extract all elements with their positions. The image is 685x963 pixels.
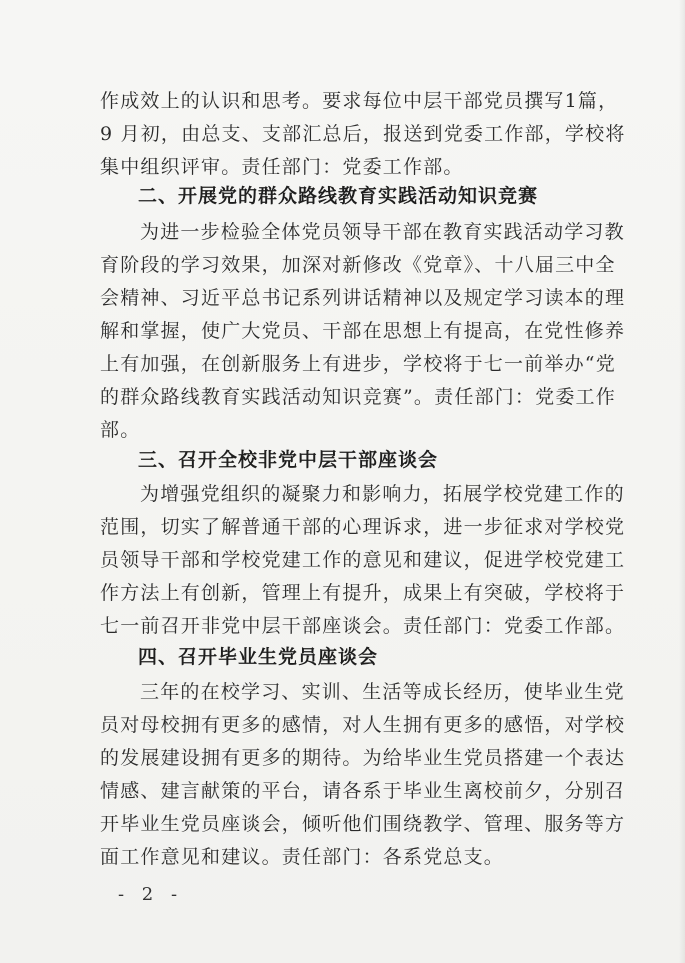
section-heading: 二、开展党的群众路线教育实践活动知识竞赛 <box>138 185 539 207</box>
body-text-line: 情感、建言献策的平台，请各系于毕业生离校前夕，分别召 <box>100 780 626 802</box>
body-text-line: 育阶段的学习效果，加深对新修改《党章》、十八届三中全 <box>100 254 616 276</box>
body-text-line: 的发展建设拥有更多的期待。为给毕业生党员搭建一个表达 <box>100 747 626 769</box>
body-text-line: 解和掌握，使广大党员、干部在思想上有提高，在党性修养 <box>100 320 626 342</box>
body-text-line: 三年的在校学习、实训、生活等成长经历，使毕业生党 <box>140 681 625 703</box>
body-text-line: 为增强党组织的凝聚力和影响力，拓展学校党建工作的 <box>140 483 625 505</box>
body-text-line: 会精神、习近平总书记系列讲话精神以及规定学习读本的理 <box>100 287 626 309</box>
body-text-line: 集中组织评审。责任部门：党委工作部。 <box>100 156 464 178</box>
body-text-line: 开毕业生党员座谈会，倾听他们围绕教学、管理、服务等方 <box>100 813 626 835</box>
section-heading: 四、召开毕业生党员座谈会 <box>138 646 379 668</box>
body-text-line: 作成效上的认识和思考。要求每位中层干部党员撰写1篇， <box>100 90 619 112</box>
body-text-line: 七一前召开非党中层干部座谈会。责任部门：党委工作部。 <box>100 615 626 637</box>
body-text-line: 上有加强，在创新服务上有进步，学校将于七一前举办“党 <box>100 353 616 375</box>
section-heading: 三、召开全校非党中层干部座谈会 <box>138 449 439 471</box>
page-number: - 2 - <box>118 884 184 905</box>
body-text-line: 的群众路线教育实践活动知识竞赛”。责任部门：党委工作 <box>100 386 616 408</box>
body-text-line: 范围，切实了解普通干部的心理诉求，进一步征求对学校党 <box>100 516 626 538</box>
scan-edge-shadow <box>679 0 685 963</box>
body-text-line: 部。 <box>100 419 141 441</box>
body-text-line: 员领导干部和学校党建工作的意见和建议，促进学校党建工 <box>100 549 626 571</box>
body-text-line: 9 月初，由总支、支部汇总后，报送到党委工作部，学校将 <box>100 123 626 145</box>
body-text-line: 面工作意见和建议。责任部门：各系党总支。 <box>100 846 505 868</box>
body-text-line: 员对母校拥有更多的感情，对人生拥有更多的感悟，对学校 <box>100 714 626 736</box>
body-text-line: 为进一步检验全体党员领导干部在教育实践活动学习教 <box>140 221 625 243</box>
body-text-line: 作方法上有创新，管理上有提升，成果上有突破，学校将于 <box>100 582 626 604</box>
